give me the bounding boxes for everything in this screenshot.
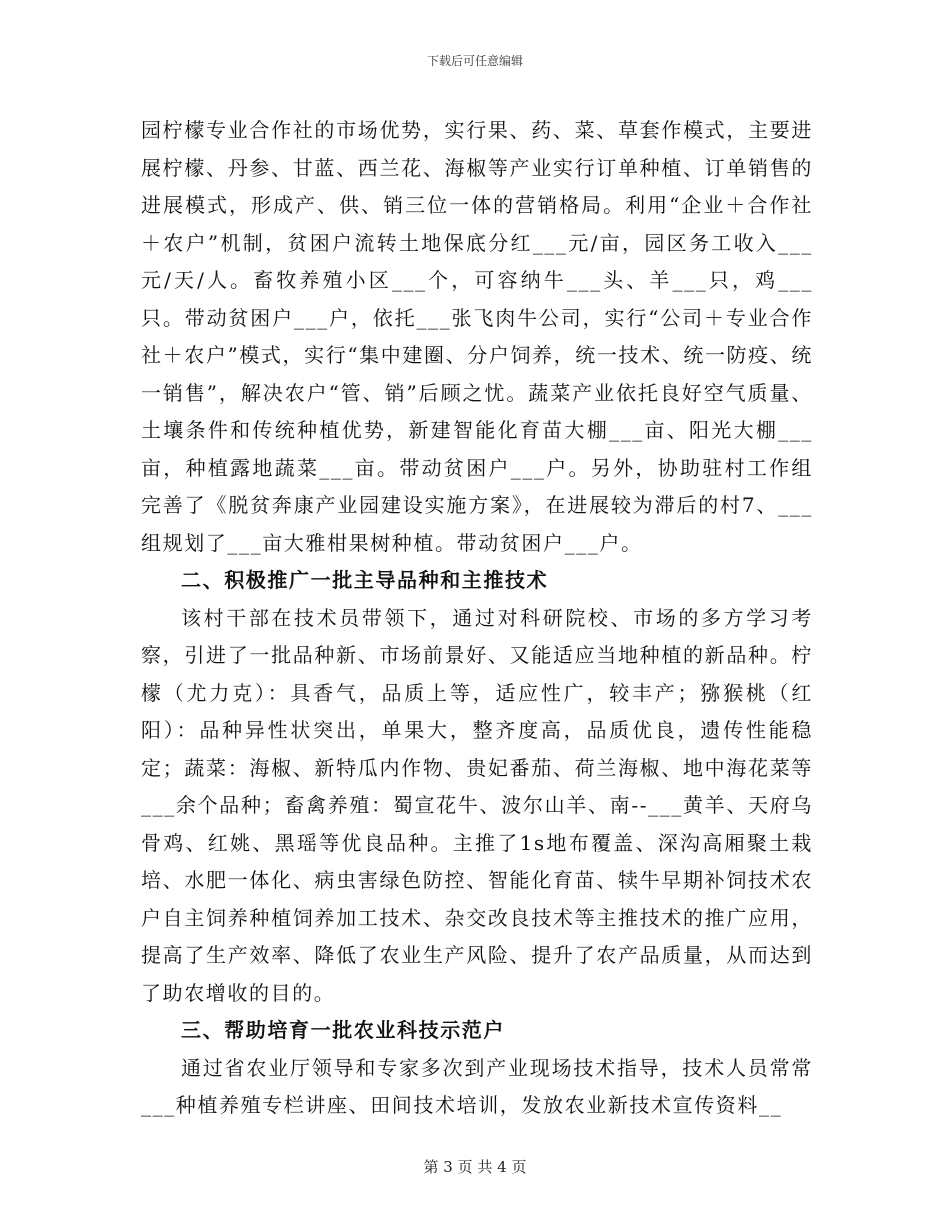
page-footer: 第 3 页 共 4 页 — [423, 1158, 527, 1176]
paragraph-cooperative-model: 园柠檬专业合作社的市场优势，实行果、药、菜、草套作模式，主要进展柠檬、丹参、甘蓝、西兰花、海椒等产业实行订单种植、订单销售的进展模式，形成产、供、销三位一体的营销格局。利用“企业＋合作社＋农户”机制，贫困户流转土地保底分红___元/亩，园区务工收入___元/天/人。畜牧养殖小区___个，可容纳牛___头、羊___只，鸡___只。带动贫困户___户，依托___张飞肉牛公司，实行“公司＋专业合作社＋农户”模式，实行“集中建圈、分户饲养，统一技术、统一防疫、统一销售”，解决农户“管、销”后顾之忧。蔬菜产业依托良好空气质量、土壤条件和传统种植优势，新建智能化育苗大棚___亩、阳光大棚___亩，种植露地蔬菜___亩。带动贫困户___户。另外，协助驻村工作组完善了《脱贫奔康产业园建设实施方案》，在进展较为滞后的村7、___组规划了___亩大雅柑果树种植。带动贫困户___户。 — [141, 118, 813, 555]
paragraph-varieties-techniques: 该村干部在技术员带领下，通过对科研院校、市场的多方学习考察，引进了一批品种新、市场前景好、又能适应当地种植的新品种。柠檬（尤力克）：具香气，品质上等，适应性广，较丰产；猕猴桃（红阳）：品种异性状突出，单果大，整齐度高，品质优良，遗传性能稳定；蔬菜：海椒、新特瓜内作物、贵妃番茄、荷兰海椒、地中海花菜等___余个品种；畜禽养殖：蜀宣花牛、波尔山羊、南--___黄羊、天府乌骨鸡、红姚、黑瑶等优良品种。主推了1s地布覆盖、深沟高厢聚土栽培、水肥一体化、病虫害绿色防控、智能化育苗、犊牛早期补饲技术农户自主饲养种植饲养加工技术、杂交改良技术等主推技术的推广应用，提高了生产效率、降低了农业生产风险、提升了农产品质量，从而达到了助农增收的目的。 — [141, 605, 813, 1005]
document-body — [141, 112, 813, 1125]
page-header: 下载后可任意编辑 — [426, 54, 523, 68]
paragraph-demonstration-households: 通过省农业厅领导和专家多次到产业现场技术指导，技术人员常常___种植养殖专栏讲座、田间技术培训，发放农业新技术宣传资料__ — [141, 1055, 813, 1117]
section-heading-3: 三、帮助培育一批农业科技示范户 — [181, 1018, 505, 1042]
section-heading-2: 二、积极推广一批主导品种和主推技术 — [181, 568, 549, 592]
